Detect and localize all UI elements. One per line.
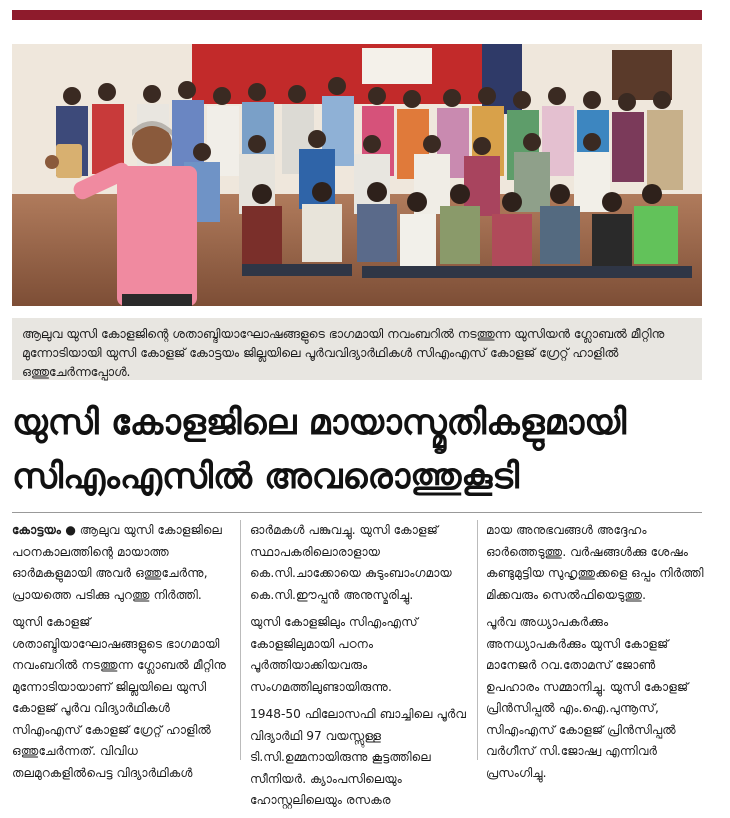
article-column-1	[12, 520, 234, 790]
article-paragraph: ഓർമകൾ പങ്കുവച്ചു. യുസി കോളജ് സ്ഥാപകരിലൊരാളായ കെ.സി.ചാക്കോയെ കുടുംബാംഗമായ കെ.സി.ഈപ്പൻ അനുസ്മരിച്ചു.	[250, 523, 452, 602]
article-column-2	[250, 520, 472, 818]
article-column-3	[486, 520, 708, 790]
headline	[12, 396, 712, 504]
column-divider	[240, 520, 241, 760]
article-paragraph: 1948-50 ഫിലോസഫി ബാച്ചിലെ പൂർവ വിദ്യാർഥി 97 വയസ്സുള്ള ടി.സി.ഉമ്മനായിരുന്നു കൂട്ടത്തിലെ സീനിയർ. ക്യാംപസിലെയും ഹോസ്റ്റലിലെയും രസകര	[250, 707, 467, 807]
group-photo	[12, 44, 702, 306]
headline-line-1: യുസി കോളജിലെ മായാസ്മൃതികളുമായി	[12, 403, 627, 443]
column-divider	[477, 520, 478, 760]
paragraph-text: ആലുവ യുസി കോളജിലെ പഠനകാലത്തിന്റെ മായാത്ത ഓർമകളുമായി അവർ ഒത്തുചേർന്നു, പ്രായത്തെ പടിക്കു പുറത്തു നിർത്തി.	[12, 523, 222, 602]
article-paragraph: പൂർവ അധ്യാപകർക്കും അനധ്യാപകർക്കും യുസി കോളജ് മാനേജർ റവ.തോമസ് ജോൺ ഉപഹാരം സമ്മാനിച്ചു. യുസി കോളജ് പ്രിൻസിപ്പൽ എം.ഐ.പുന്നൂസ്, സിഎംഎസ് കോളജ് പ്രിൻസിപ്പൽ വർഗീസ് സി.ജോഷ്വ എന്നിവർ പ്രസംഗിച്ചു.	[486, 615, 689, 780]
article-paragraph: മായ അനുഭവങ്ങൾ അദ്ദേഹം ഓർത്തെടുത്തു. വർഷങ്ങൾക്കു ശേഷം കണ്ടുമുട്ടിയ സുഹൃത്തുക്കളെ ഒപ്പം നിർത്തി മിക്കവരും സെൽഫിയെടുത്തു.	[486, 523, 704, 602]
article-paragraph: യുസി കോളജ് ശതാബ്ദിയാഘോഷങ്ങളുടെ ഭാഗമായി നവംബറിൽ നടത്തുന്ന ഗ്ലോബൽ മീറ്റിനു മുന്നോടിയായാണ് ജില്ലയിലെ യുസി കോളജ് പൂർവ വിദ്യാർഥികൾ സിഎംഎസ് കോളജ് ഗ്രേറ്റ് ഹാളിൽ ഒത്തുചേർന്നത്. വിവിധ തലമുറകളിൽപെട്ട വിദ്യാർഥികൾ	[12, 615, 226, 780]
headline-line-2: സിഎംഎസിൽ അവരൊത്തുകൂടി	[12, 457, 520, 497]
headline-rule	[12, 512, 702, 513]
photo-caption: ആലുവ യുസി കോളജിന്റെ ശതാബ്ദിയാഘോഷങ്ങളുടെ ഭാഗമായി നവംബറിൽ നടത്തുന്ന യുസിയൻ ഗ്ലോബൽ മീറ്റിനു മുന്നോടിയായി യുസി കോളജ് കോട്ടയം ജില്ലയിലെ പൂർവവിദ്യാർഥികൾ സിഎംഎസ് കോളജ് ഗ്രേറ്റ് ഹാളിൽ ഒത്തുചേർന്നപ്പോൾ.	[12, 318, 702, 380]
dateline: കോട്ടയം ●	[12, 523, 76, 537]
article-paragraph	[12, 520, 234, 606]
masthead-color-bar	[12, 10, 702, 20]
article-paragraph: യുസി കോളജിലും സിഎംഎസ് കോളജിലുമായി പഠനം പൂർത്തിയാക്കിയവരും സംഗമത്തിലുണ്ടായിരുന്നു.	[250, 615, 418, 694]
